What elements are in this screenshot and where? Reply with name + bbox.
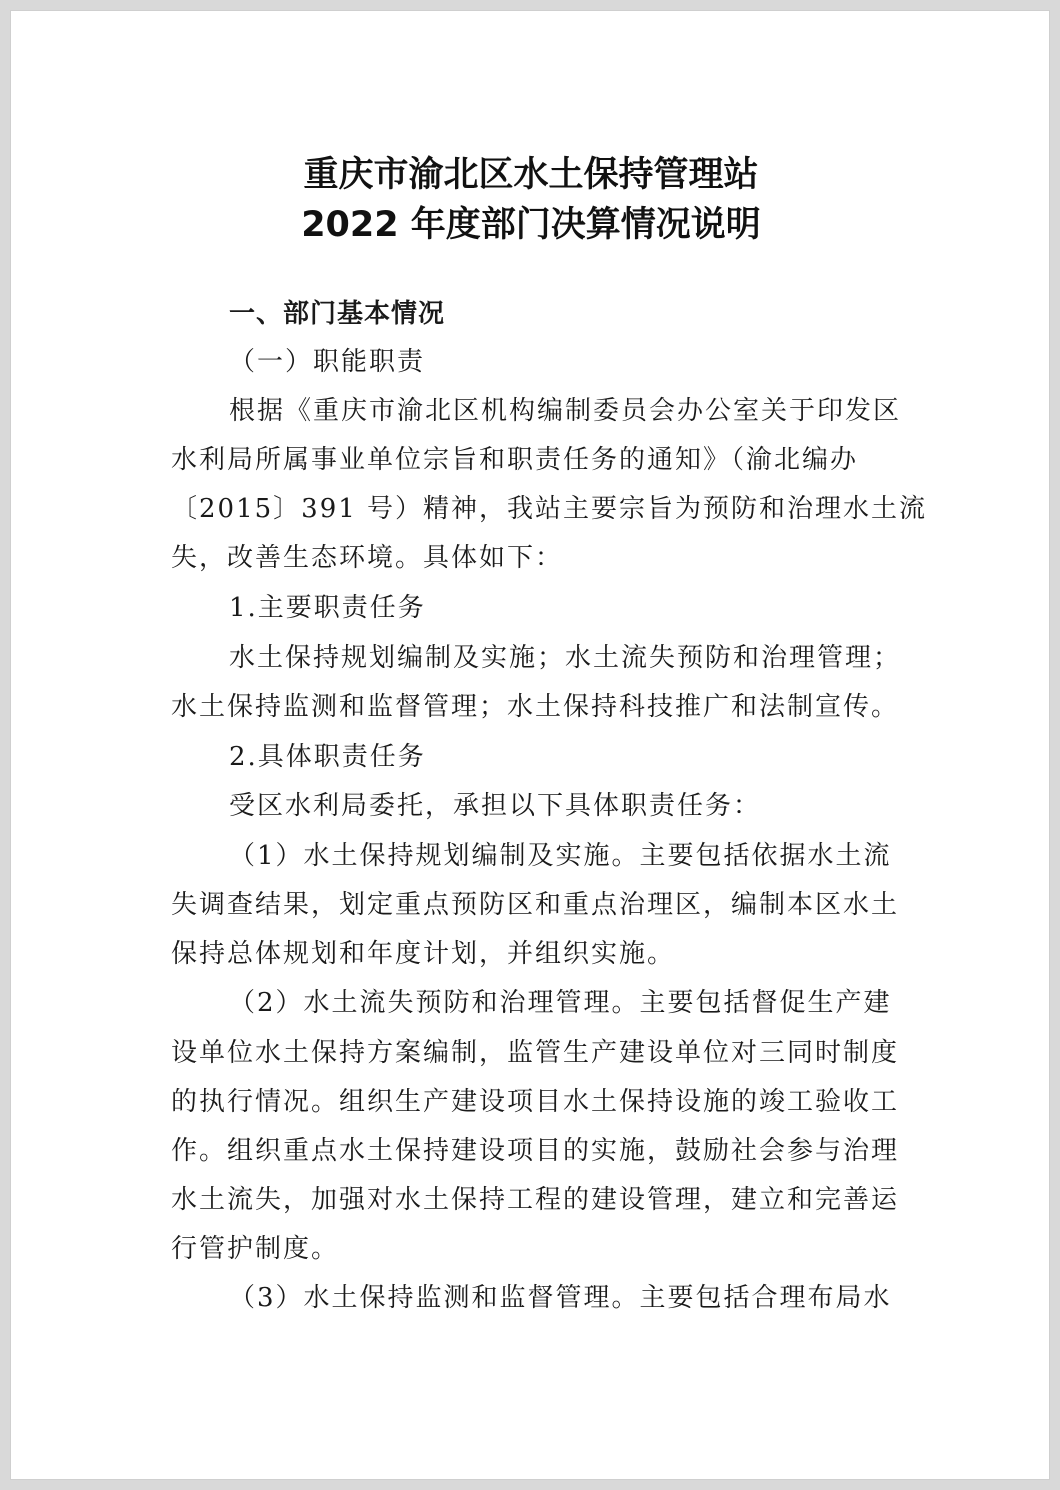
paragraph-line: （3）水土保持监测和监督管理。主要包括合理布局水 — [229, 1283, 892, 1313]
list-heading: 2.具体职责任务 — [229, 742, 426, 772]
paragraph-line: 水土流失，加强对水土保持工程的建设管理，建立和完善运 — [171, 1185, 900, 1215]
paragraph-line: （2）水土流失预防和治理管理。主要包括督促生产建 — [229, 988, 892, 1018]
paragraph-line: 作。组织重点水土保持建设项目的实施，鼓励社会参与治理 — [171, 1136, 900, 1166]
paragraph-line: 根据《重庆市渝北区机构编制委员会办公室关于印发区 — [229, 396, 902, 426]
document-page — [10, 10, 1050, 1480]
paragraph-line: 受区水利局委托，承担以下具体职责任务： — [229, 791, 762, 821]
paragraph-line: 行管护制度。 — [171, 1234, 340, 1264]
subsection-heading: （一）职能职责 — [229, 347, 426, 377]
section-heading: 一、部门基本情况 — [229, 299, 446, 329]
list-heading: 1.主要职责任务 — [229, 593, 426, 623]
paragraph-line: 〔2015〕391 号）精神，我站主要宗旨为预防和治理水土流 — [171, 494, 928, 524]
paragraph-line: 失，改善生态环境。具体如下： — [171, 543, 564, 573]
paragraph-line: 设单位水土保持方案编制，监管生产建设单位对三同时制度 — [171, 1038, 900, 1068]
paragraph-line: 失调查结果，划定重点预防区和重点治理区，编制本区水土 — [171, 890, 900, 920]
paragraph-line: （1）水土保持规划编制及实施。主要包括依据水土流 — [229, 841, 892, 871]
document-title-line-1: 重庆市渝北区水土保持管理站 — [303, 155, 759, 195]
document-title-line-2: 2022 年度部门决算情况说明 — [301, 205, 761, 245]
paragraph-line: 保持总体规划和年度计划，并组织实施。 — [171, 939, 676, 969]
paragraph-line: 水利局所属事业单位宗旨和职责任务的通知》（渝北编办 — [171, 445, 859, 475]
paragraph-line: 水土保持监测和监督管理；水土保持科技推广和法制宣传。 — [171, 692, 900, 722]
paragraph-line: 水土保持规划编制及实施；水土流失预防和治理管理； — [229, 643, 902, 673]
paragraph-line: 的执行情况。组织生产建设项目水土保持设施的竣工验收工 — [171, 1087, 900, 1117]
